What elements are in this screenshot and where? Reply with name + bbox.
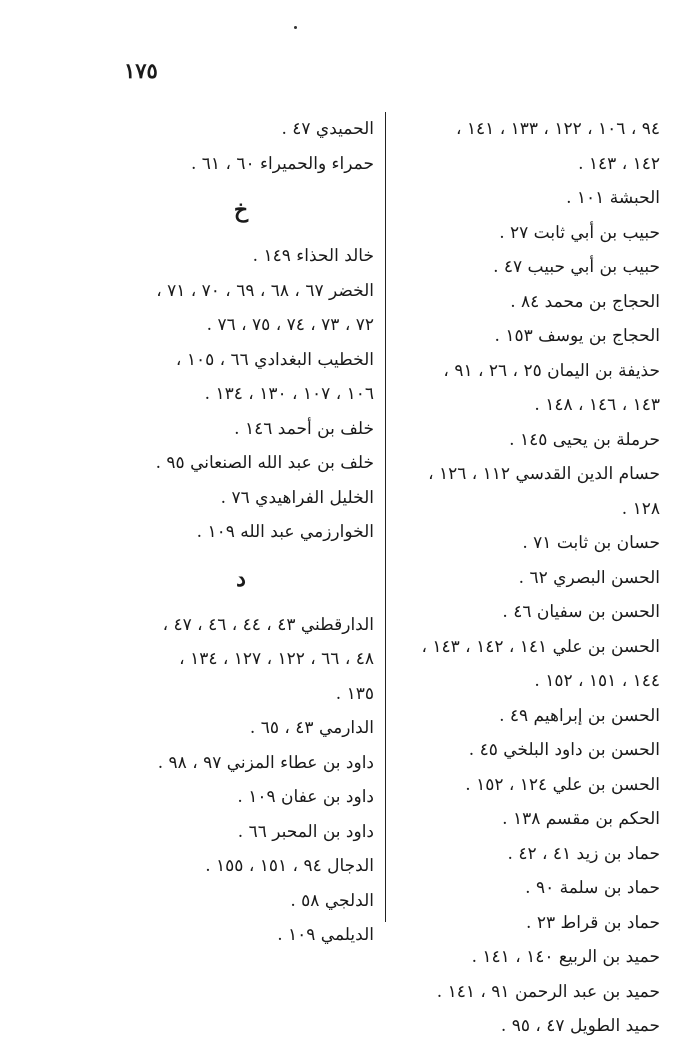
index-entry: الديلمي ١٠٩ . xyxy=(277,925,374,945)
index-entry: ١٤٢ ، ١٤٣ . xyxy=(578,153,660,174)
index-entry: حسان بن ثابت ٧١ . xyxy=(522,533,660,553)
index-entry: ١٣٥ . xyxy=(335,683,374,704)
index-entry: الحكم بن مقسم ١٣٨ . xyxy=(502,809,660,829)
index-entry: خالد الحذاء ١٤٩ . xyxy=(252,246,374,266)
index-entry: حميد بن عبد الرحمن ٩١ ، ١٤١ . xyxy=(436,981,660,1002)
index-entry: ٩٤ ، ١٠٦ ، ١٢٢ ، ١٣٣ ، ١٤١ ، xyxy=(456,119,660,139)
column-divider xyxy=(385,112,386,922)
index-entry: الحسن بن علي ١٤١ ، ١٤٢ ، ١٤٣ ، xyxy=(421,636,660,657)
index-entry: خلف بن عبد الله الصنعاني ٩٥ . xyxy=(155,453,374,473)
index-entry: الخوارزمي عبد الله ١٠٩ . xyxy=(196,522,374,542)
page-mark xyxy=(294,26,297,29)
index-entry: داود بن عفان ١٠٩ . xyxy=(237,787,374,807)
page-number: ١٧٥ xyxy=(124,58,158,83)
index-entry: الخليل الفراهيدي ٧٦ . xyxy=(220,487,374,508)
index-group-dal xyxy=(108,608,374,953)
index-group-ha-continued xyxy=(108,112,374,181)
index-entry: الحسن بن سفيان ٤٦ . xyxy=(502,602,660,622)
index-entry: الدلجي ٥٨ . xyxy=(290,890,374,911)
index-entry: الحسن بن داود البلخي ٤٥ . xyxy=(468,740,660,760)
index-entry: حسام الدين القدسي ١١٢ ، ١٢٦ ، xyxy=(428,464,660,484)
index-group-kha xyxy=(108,239,374,550)
index-entry: داود بن المحبر ٦٦ . xyxy=(237,821,374,842)
index-entry: ١٠٦ ، ١٠٧ ، ١٣٠ ، ١٣٤ . xyxy=(204,384,374,404)
index-entry: حرملة بن يحيى ١٤٥ . xyxy=(509,429,660,450)
index-entry: ٧٢ ، ٧٣ ، ٧٤ ، ٧٥ ، ٧٦ . xyxy=(206,315,374,335)
index-column-right xyxy=(396,112,660,1044)
index-entry: حميد بن الربيع ١٤٠ ، ١٤١ . xyxy=(471,947,660,967)
index-entry: الحجاج بن يوسف ١٥٣ . xyxy=(494,326,660,346)
index-entry: الحسن البصري ٦٢ . xyxy=(518,567,660,588)
index-entry: الحميدي ٤٧ . xyxy=(281,119,374,139)
index-column-left xyxy=(108,112,374,953)
index-entry: حماد بن قراط ٢٣ . xyxy=(526,912,660,933)
index-entry: حبيب بن أبي حبيب ٤٧ . xyxy=(493,257,660,277)
index-entry: الحسن بن إبراهيم ٤٩ . xyxy=(499,705,660,726)
index-entry: داود بن عطاء المزني ٩٧ ، ٩٨ . xyxy=(157,752,374,773)
index-entry: حميد الطويل ٤٧ ، ٩٥ . xyxy=(500,1016,660,1036)
section-letter-kha: خ xyxy=(233,197,249,223)
index-entry: ١٤٣ ، ١٤٦ ، ١٤٨ . xyxy=(534,395,660,415)
index-entry: حماد بن زيد ٤١ ، ٤٢ . xyxy=(507,843,660,864)
index-entry: ١٢٨ . xyxy=(621,498,660,519)
index-entry: الخضر ٦٧ ، ٦٨ ، ٦٩ ، ٧٠ ، ٧١ ، xyxy=(156,280,374,301)
index-entry: الدارقطني ٤٣ ، ٤٤ ، ٤٦ ، ٤٧ ، xyxy=(162,614,374,635)
index-entry: حبيب بن أبي ثابت ٢٧ . xyxy=(499,222,660,243)
index-entry: الخطيب البغدادي ٦٦ ، ١٠٥ ، xyxy=(175,349,374,370)
index-entry: الحجاج بن محمد ٨٤ . xyxy=(510,291,660,312)
index-entry: ٤٨ ، ٦٦ ، ١٢٢ ، ١٢٧ ، ١٣٤ ، xyxy=(179,649,374,669)
index-entry: حمراء والحميراء ٦٠ ، ٦١ . xyxy=(190,153,374,174)
index-entry: خلف بن أحمد ١٤٦ . xyxy=(234,418,374,439)
index-entry: حذيفة بن اليمان ٢٥ ، ٢٦ ، ٩١ ، xyxy=(443,360,660,381)
index-entry: حماد بن سلمة ٩٠ . xyxy=(525,878,660,898)
index-entry: ١٤٤ ، ١٥١ ، ١٥٢ . xyxy=(534,671,660,691)
index-entry: الحبشة ١٠١ . xyxy=(566,188,660,208)
index-entry: الدارمي ٤٣ ، ٦٥ . xyxy=(249,718,374,738)
section-letter-dal: د xyxy=(236,565,246,592)
index-entry: الدجال ٩٤ ، ١٥١ ، ١٥٥ . xyxy=(205,856,374,876)
index-entry: الحسن بن علي ١٢٤ ، ١٥٢ . xyxy=(465,774,660,795)
